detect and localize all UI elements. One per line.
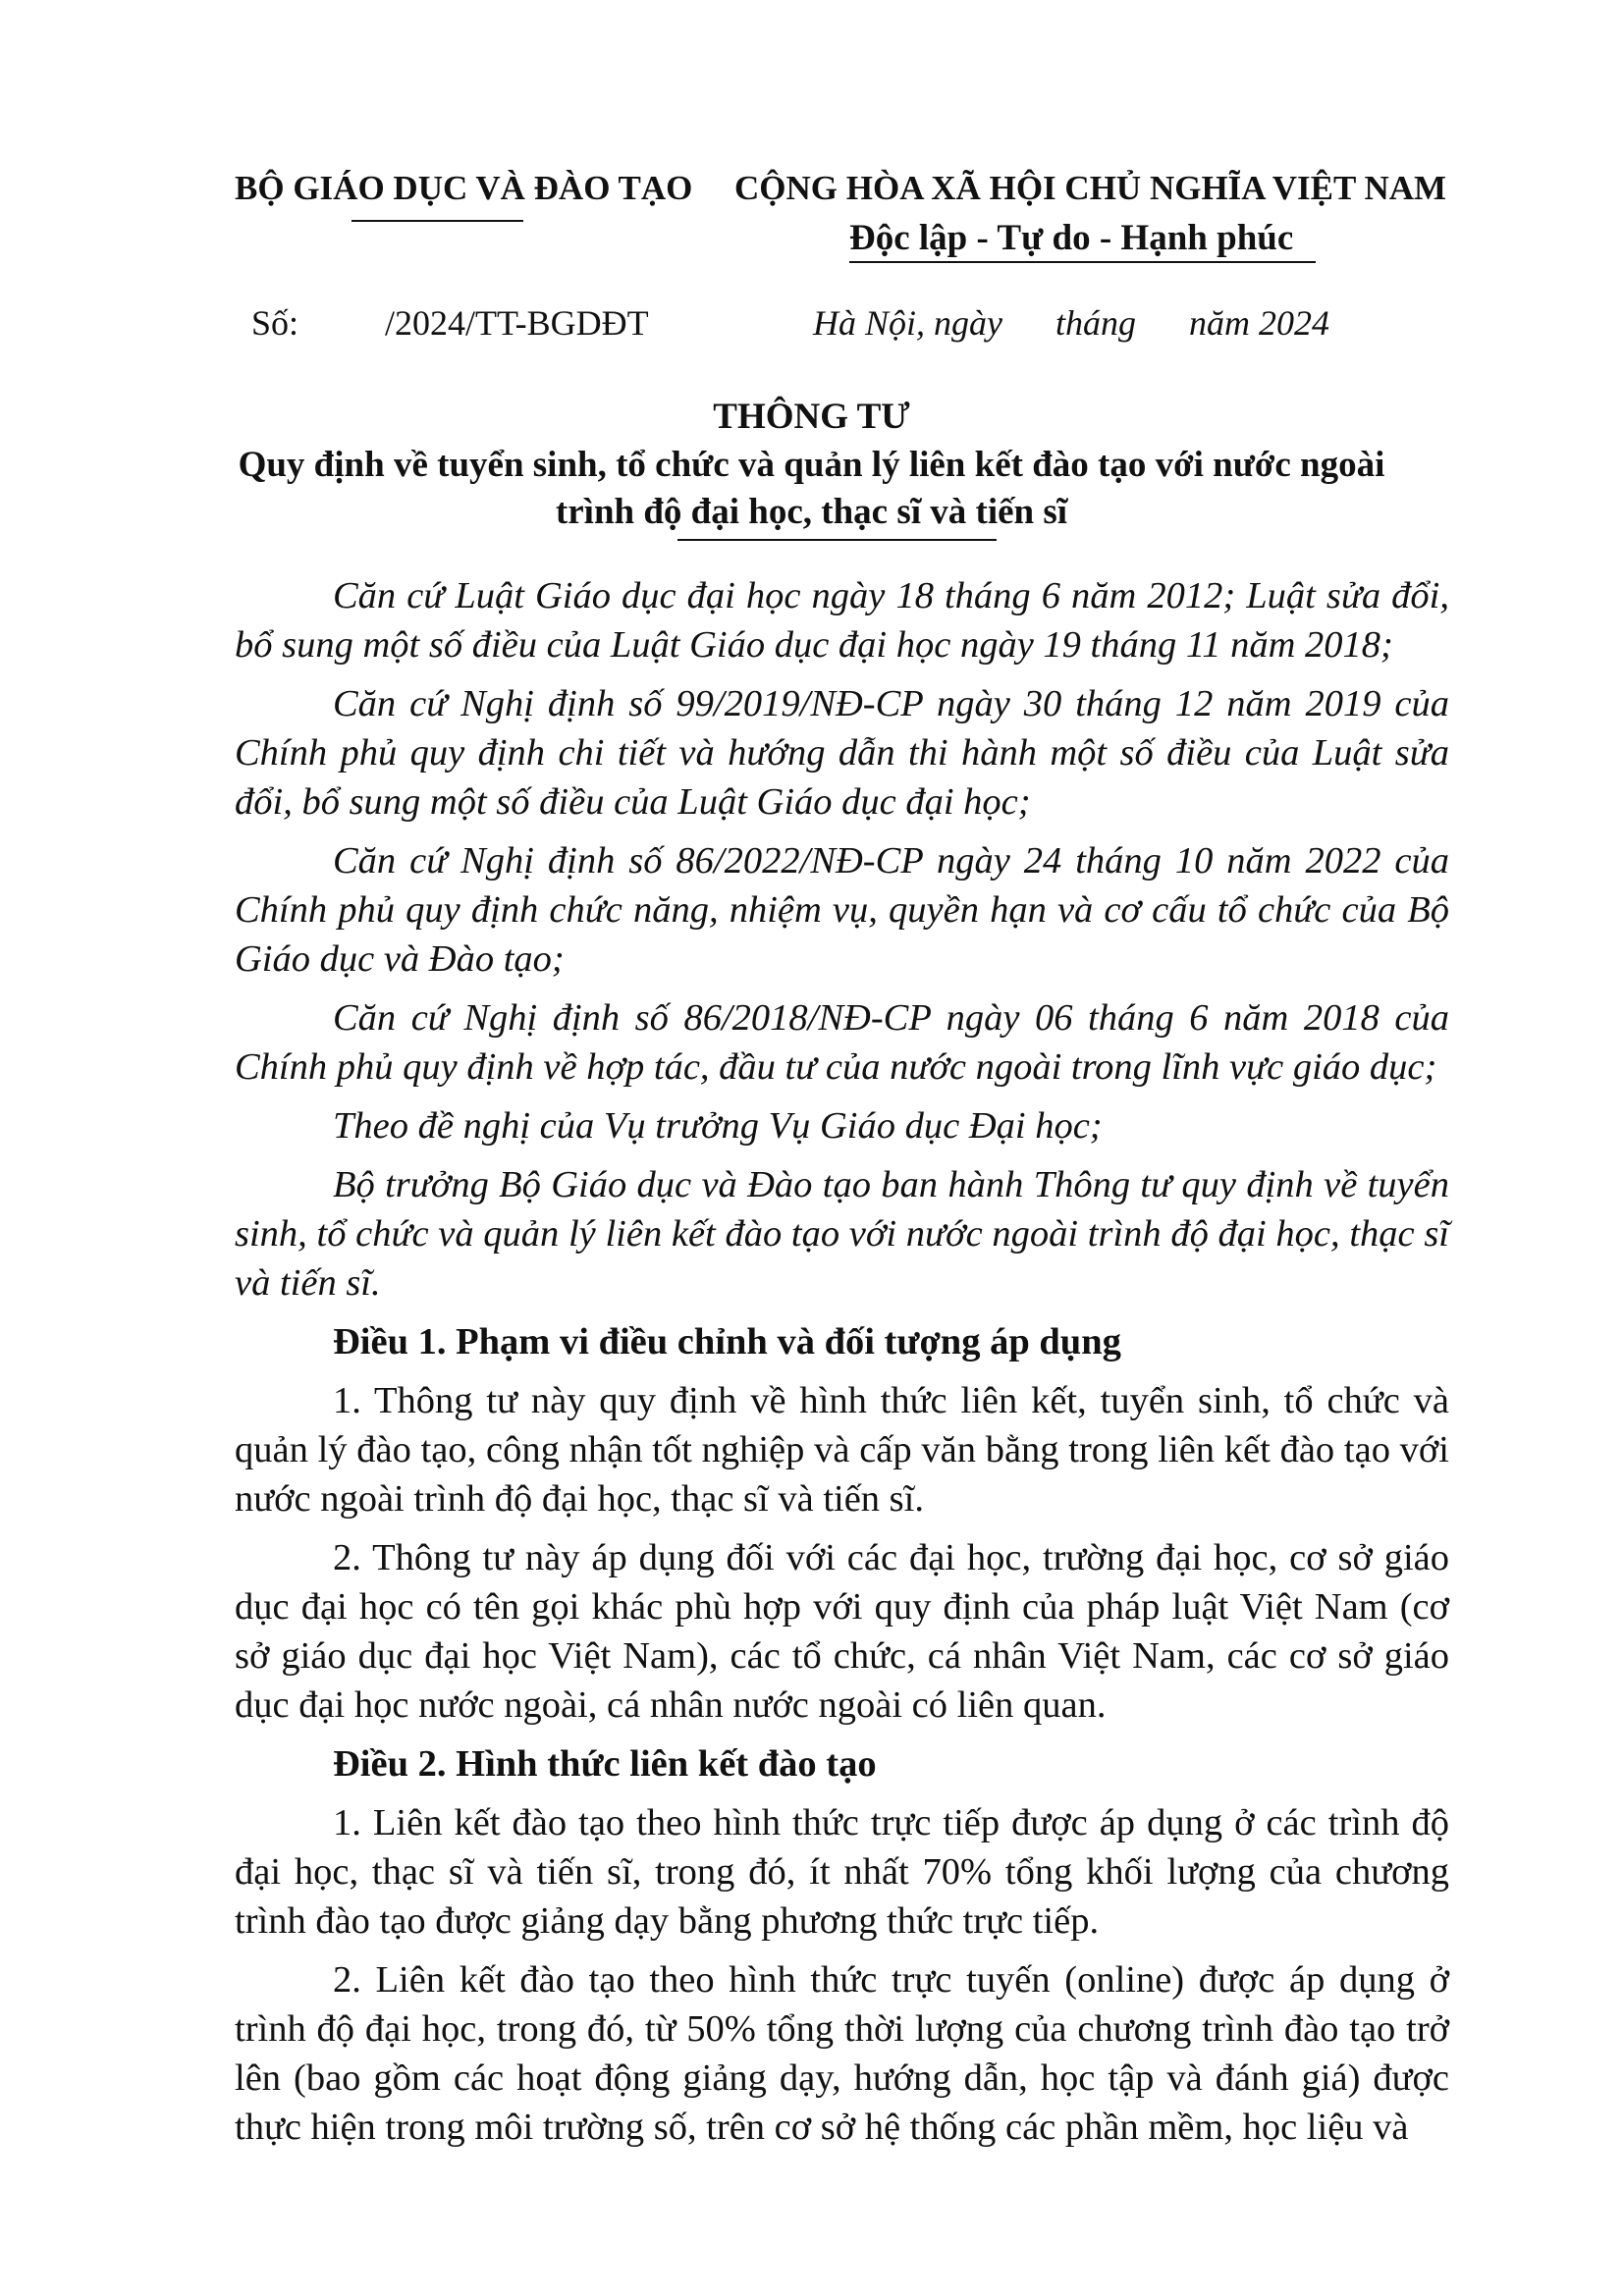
legal-basis: Căn cứ Nghị định số 99/2019/NĐ-CP ngày 30 tháng 12 năm 2019 của Chính phủ quy định chi tiết và hướng dẫn thi hành một số điều của Luật sửa đổi, bổ sung một số điều của Luật Giáo dục đại học; [235,683,1449,823]
doc-number-label: Số: [251,303,299,343]
legal-basis: Bộ trưởng Bộ Giáo dục và Đào tạo ban hành Thông tư quy định về tuyển sinh, tổ chức và quản lý liên kết đào tạo với nước ngoài trình độ đại học, thạc sĩ và tiến sĩ. [235,1164,1449,1304]
legal-basis: Căn cứ Luật Giáo dục đại học ngày 18 tháng 6 năm 2012; Luật sửa đổi, bổ sung một số điều của Luật Giáo dục đại học ngày 19 tháng 11 năm 2018; [235,575,1449,666]
motto-underline [849,261,1316,263]
article-heading: Điều 1. Phạm vi điều chỉnh và đối tượng áp dụng [333,1321,1121,1362]
place-date: Hà Nội, ngày tháng năm 2024 [813,303,1329,343]
legal-basis: Căn cứ Nghị định số 86/2018/NĐ-CP ngày 06 tháng 6 năm 2018 của Chính phủ quy định về hợp tác, đầu tư của nước ngoài trong lĩnh vực giáo dục; [235,997,1449,1088]
doc-type: THÔNG TƯ [713,397,910,437]
legal-basis: Theo đề nghị của Vụ trưởng Vụ Giáo dục Đại học; [333,1105,1103,1147]
motto: Độc lập - Tự do - Hạnh phúc [849,218,1294,258]
document-body [235,571,1449,2162]
doc-number: /2024/TT-BGDĐT [385,303,649,343]
issuer-underline [352,220,523,222]
doc-title-line-2: trình độ đại học, thạc sĩ và tiến sĩ [555,492,1068,532]
article-clause: 1. Liên kết đào tạo theo hình thức trực tiếp được áp dụng ở các trình độ đại học, thạc sĩ và tiến sĩ, trong đó, ít nhất 70% tổng khối lượng của chương trình đào tạo được giảng dạy bằng phương thức trực tiếp. [235,1802,1449,1942]
article-clause: 2. Liên kết đào tạo theo hình thức trực tuyến (online) được áp dụng ở trình độ đại học, trong đó, từ 50% tổng thời lượng của chương trình đào tạo trở lên (bao gồm các hoạt động giảng dạy, hướng dẫn, học tập và đánh giá) được thực hiện trong môi trường số, trên cơ sở hệ thống các phần mềm, học liệu và [235,1959,1449,2148]
legal-basis: Căn cứ Nghị định số 86/2022/NĐ-CP ngày 24 tháng 10 năm 2022 của Chính phủ quy định chức năng, nhiệm vụ, quyền hạn và cơ cấu tổ chức của Bộ Giáo dục và Đào tạo; [235,840,1449,980]
article-heading: Điều 2. Hình thức liên kết đào tạo [333,1743,877,1785]
article-clause: 1. Thông tư này quy định về hình thức liên kết, tuyển sinh, tổ chức và quản lý đào tạo, công nhận tốt nghiệp và cấp văn bằng trong liên kết đào tạo với nước ngoài trình độ đại học, thạc sĩ và tiến sĩ. [235,1380,1449,1520]
doc-title-line-1: Quy định về tuyển sinh, tổ chức và quản lý liên kết đào tạo với nước ngoài [238,445,1385,485]
title-underline [677,539,997,541]
issuer-name: BỘ GIÁO DỤC VÀ ĐÀO TẠO [235,169,693,207]
article-clause: 2. Thông tư này áp dụng đối với các đại học, trường đại học, cơ sở giáo dục đại học có tên gọi khác phù hợp với quy định của pháp luật Việt Nam (cơ sở giáo dục đại học Việt Nam), các tổ chức, cá nhân Việt Nam, các cơ sở giáo dục đại học nước ngoài, cá nhân nước ngoài có liên quan. [235,1537,1449,1726]
country-name: CỘNG HÒA XÃ HỘI CHỦ NGHĨA VIỆT NAM [734,169,1447,207]
